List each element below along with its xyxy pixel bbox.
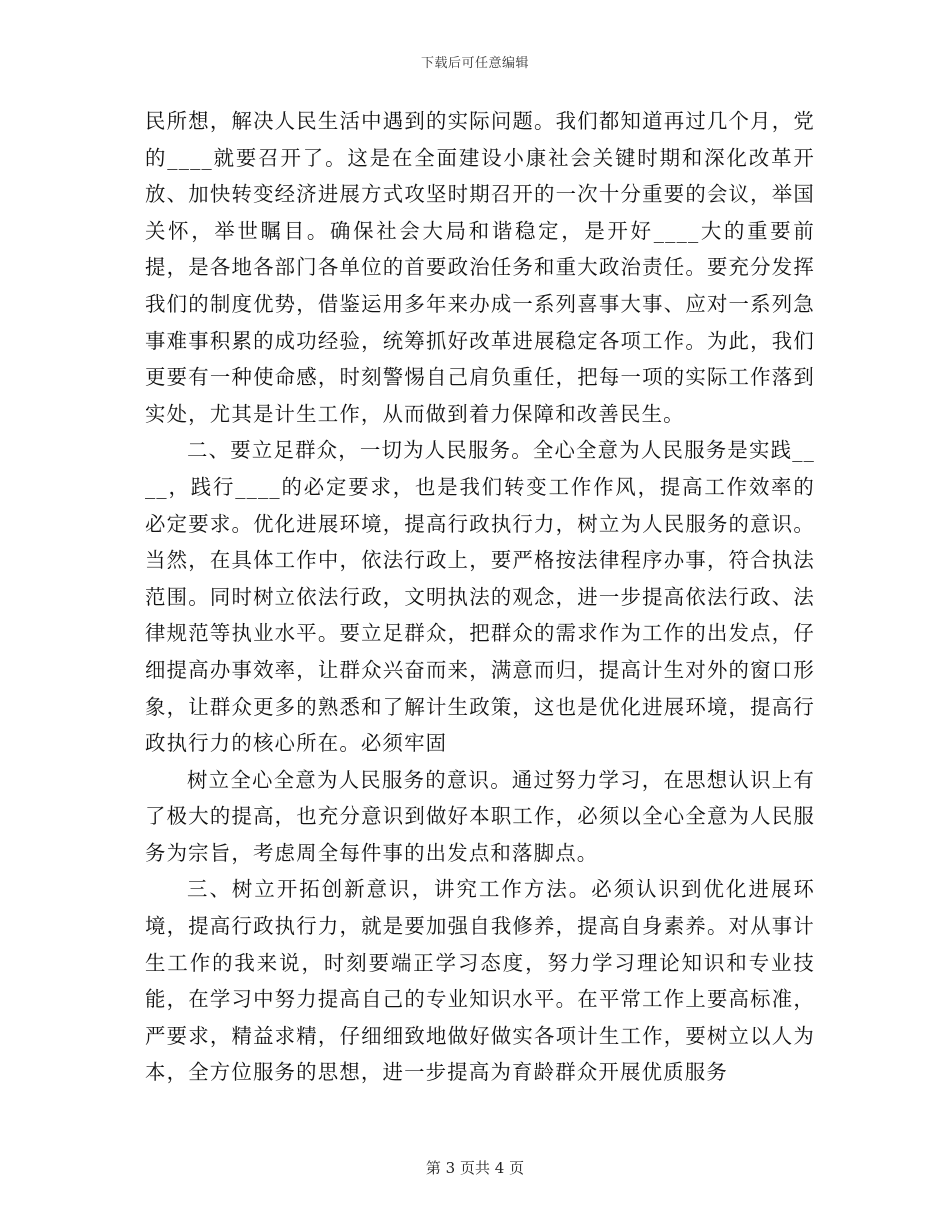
paragraph-4: 三、树立开拓创新意识，讲究工作方法。必须认识到优化进展环境，提高行政执行力，就是要加强自我修养，提高自身素养。对从事计生工作的我来说，时刻要端正学习态度，努力学习理论知识和专业技能，在学习中努力提高自己的专业知识水平。在平常工作上要高标准，严要求，精益求精，仔细细致地做好做实各项计生工作，要树立以人为本，全方位服务的思想，进一步提高为育龄群众开展优质服务 xyxy=(145,877,815,1085)
paragraph-3: 树立全心全意为人民服务的意识。通过努力学习，在思想认识上有了极大的提高，也充分意识到做好本职工作，必须以全心全意为人民服务为宗旨，考虑周全每件事的出发点和落脚点。 xyxy=(145,767,815,865)
page-header: 下载后可任意编辑 xyxy=(420,56,529,71)
document-body xyxy=(145,103,815,1091)
page-footer: 第 3 页共 4 页 xyxy=(425,1159,525,1177)
paragraph-1: 民所想，解决人民生活中遇到的实际问题。我们都知道再过几个月，党的____就要召开了。这是在全面建设小康社会关键时期和深化改革开放、加快转变经济进展方式攻坚时期召开的一次十分重要的会议，举国关怀，举世瞩目。确保社会大局和谐稳定，是开好____大的重要前提，是各地各部门各单位的首要政治任务和重大政治责任。要充分发挥我们的制度优势，借鉴运用多年来办成一系列喜事大事、应对一系列急事难事积累的成功经验，统筹抓好改革进展稳定各项工作。为此，我们更要有一种使命感，时刻警惕自己肩负重任，把每一项的实际工作落到实处，尤其是计生工作，从而做到着力保障和改善民生。 xyxy=(145,109,815,426)
paragraph-2: 二、要立足群众，一切为人民服务。全心全意为人民服务是实践____，践行____的必定要求，也是我们转变工作作风，提高工作效率的必定要求。优化进展环境，提高行政执行力，树立为人民服务的意识。当然，在具体工作中，依法行政上，要严格按法律程序办事，符合执法范围。同时树立依法行政，文明执法的观念，进一步提高依法行政、法律规范等执业水平。要立足群众，把群众的需求作为工作的出发点，仔细提高办事效率，让群众兴奋而来，满意而归，提高计生对外的窗口形象，让群众更多的熟悉和了解计生政策，这也是优化进展环境，提高行政执行力的核心所在。必须牢固 xyxy=(145,438,815,756)
